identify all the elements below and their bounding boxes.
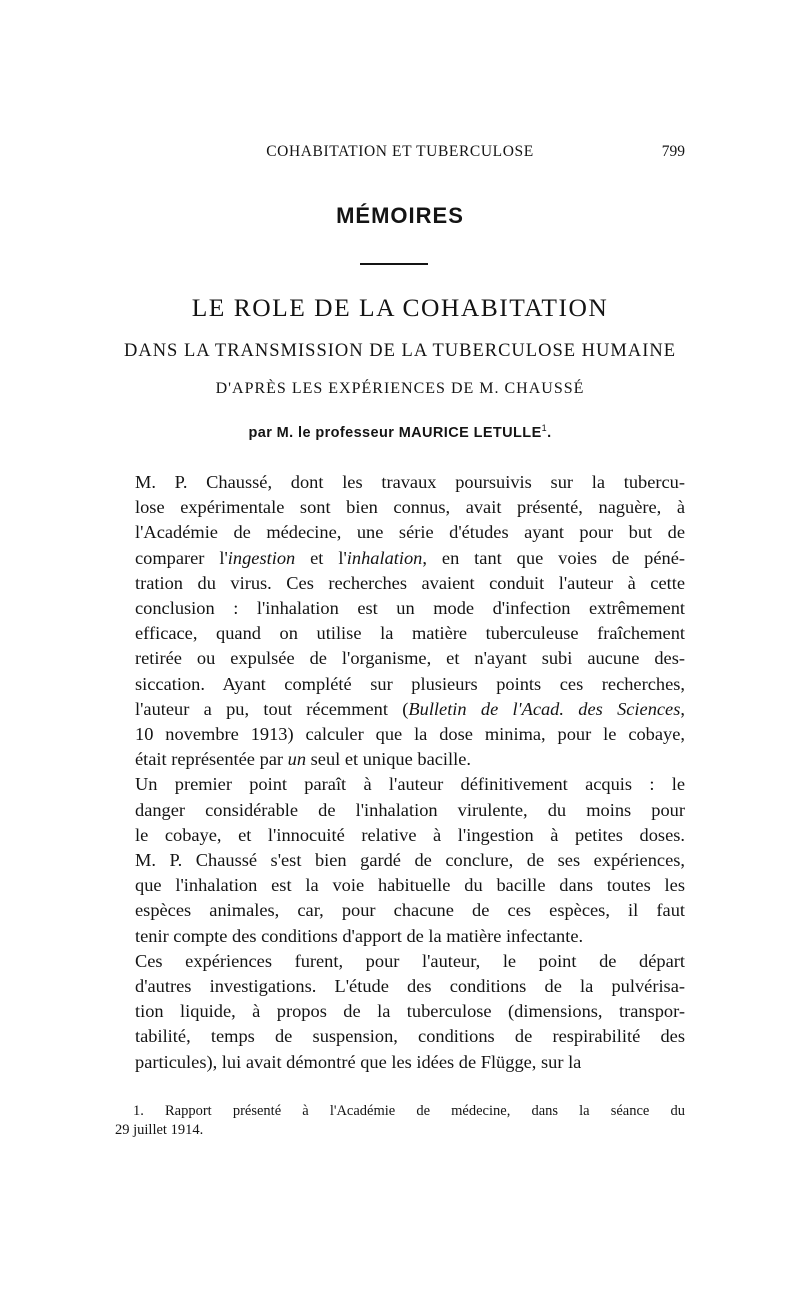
- paragraph: [115, 470, 685, 772]
- running-head: [115, 143, 685, 165]
- italic-text: inhalation: [346, 547, 423, 568]
- page-number: 799: [661, 143, 685, 160]
- text-segment: siccation. Ayant complété sur plusieurs points ces recherches,: [135, 673, 685, 694]
- text-line: [115, 974, 685, 999]
- text-segment: 10 novembre 1913) calculer que la dose minima, pour le cobaye,: [135, 724, 685, 745]
- title-divider: [360, 263, 428, 265]
- text-line: [115, 672, 685, 697]
- text-segment: , en tant que voies de péné-: [422, 547, 686, 568]
- byline-text: par M. le professeur MAURICE LETULLE: [248, 424, 542, 441]
- text-segment: tion liquide, à propos de la tuberculose (dimensions, transpor-: [135, 1001, 685, 1022]
- text-segment: Ces expériences furent, pour l'auteur, le point de départ: [135, 950, 685, 971]
- text-segment: lose expérimentale sont bien connus, avait présenté, naguère, à: [135, 497, 685, 518]
- text-segment: l'Académie de médecine, une série d'études ayant pour but de: [135, 522, 685, 543]
- paragraph: [115, 772, 685, 948]
- text-segment: danger considérable de l'inhalation virulente, du moins pour: [135, 799, 685, 820]
- text-segment: tration du virus. Ces recherches avaient conduit l'auteur à cette: [135, 572, 685, 593]
- text-line: [115, 924, 685, 949]
- text-segment: M. P. Chaussé, dont les travaux poursuivis sur la tubercu-: [135, 472, 685, 492]
- text-line: [115, 546, 685, 571]
- text-line: [115, 596, 685, 621]
- text-segment: tenir compte des conditions d'apport de la matière infectante.: [135, 925, 584, 946]
- section-title: MÉMOIRES: [336, 203, 464, 228]
- text-segment: et l': [295, 547, 347, 568]
- running-head-title: COHABITATION ET TUBERCULOSE: [266, 143, 534, 160]
- text-line: [115, 722, 685, 747]
- text-line: [115, 949, 685, 974]
- footnote: [115, 1102, 685, 1140]
- text-segment: comparer l': [135, 547, 228, 568]
- text-segment: que l'inhalation est la voie habituelle du bacille dans toutes les: [135, 875, 685, 896]
- text-line: [115, 999, 685, 1024]
- text-segment: le cobaye, et l'innocuité relative à l'ingestion à petites doses.: [135, 824, 685, 845]
- text-line: [115, 571, 685, 596]
- text-line: [115, 1024, 685, 1049]
- footnote-line: 1. Rapport présenté à l'Académie de médecine, dans la séance du: [133, 1103, 685, 1119]
- text-line: [115, 646, 685, 671]
- text-segment: l'auteur a pu, tout récemment (: [135, 698, 409, 719]
- text-segment: seul et unique bacille.: [306, 749, 471, 770]
- text-segment: efficace, quand on utilise la matière tuberculeuse fraîchement: [135, 623, 685, 644]
- byline: par M. le professeur MAURICE LETULLE$^1$.: [248, 423, 552, 441]
- italic-text: ingestion: [227, 547, 296, 568]
- text-line: [115, 1050, 685, 1075]
- text-line: [115, 772, 685, 797]
- text-line: [115, 747, 685, 772]
- footnote-line: 29 juillet 1914.: [115, 1122, 204, 1138]
- text-line: [115, 697, 685, 722]
- text-line: [115, 495, 685, 520]
- article-title-line-3: D'APRÈS LES EXPÉRIENCES DE M. CHAUSSÉ: [215, 380, 585, 397]
- text-segment: Un premier point paraît à l'auteur définitivement acquis : le: [135, 774, 685, 795]
- text-line: [115, 798, 685, 823]
- text-segment: particules), lui avait démontré que les idées de Flügge, sur la: [135, 1051, 582, 1072]
- footnote-reference: 1: [541, 423, 548, 433]
- text-line: [115, 520, 685, 545]
- text-segment: espèces animales, car, pour chacune de ces espèces, il faut: [135, 900, 685, 921]
- paragraph: [115, 949, 685, 1075]
- italic-text: un: [287, 749, 307, 770]
- text-line: [115, 621, 685, 646]
- text-line: [115, 848, 685, 873]
- text-segment: d'autres investigations. L'étude des conditions de la pulvérisa-: [135, 976, 685, 997]
- article-body: [115, 470, 685, 1075]
- text-line: [115, 898, 685, 923]
- article-title-line-1: LE ROLE DE LA COHABITATION: [191, 293, 609, 322]
- text-segment: conclusion : l'inhalation est un mode d'infection extrêmement: [135, 598, 685, 619]
- text-segment: M. P. Chaussé s'est bien gardé de conclure, de ses expériences,: [135, 850, 685, 871]
- text-line: [115, 470, 685, 495]
- text-segment: était représentée par: [135, 749, 288, 770]
- italic-text: Bulletin de l'Acad. des Sciences: [408, 698, 681, 719]
- text-line: [115, 873, 685, 898]
- article-title-line-2: DANS LA TRANSMISSION DE LA TUBERCULOSE HUMAINE: [123, 341, 677, 361]
- text-line: [115, 823, 685, 848]
- text-segment: ,: [680, 698, 685, 719]
- text-segment: tabilité, temps de suspension, conditions de respirabilité des: [135, 1026, 685, 1047]
- text-segment: retirée ou expulsée de l'organisme, et n'ayant subi aucune des-: [135, 648, 685, 669]
